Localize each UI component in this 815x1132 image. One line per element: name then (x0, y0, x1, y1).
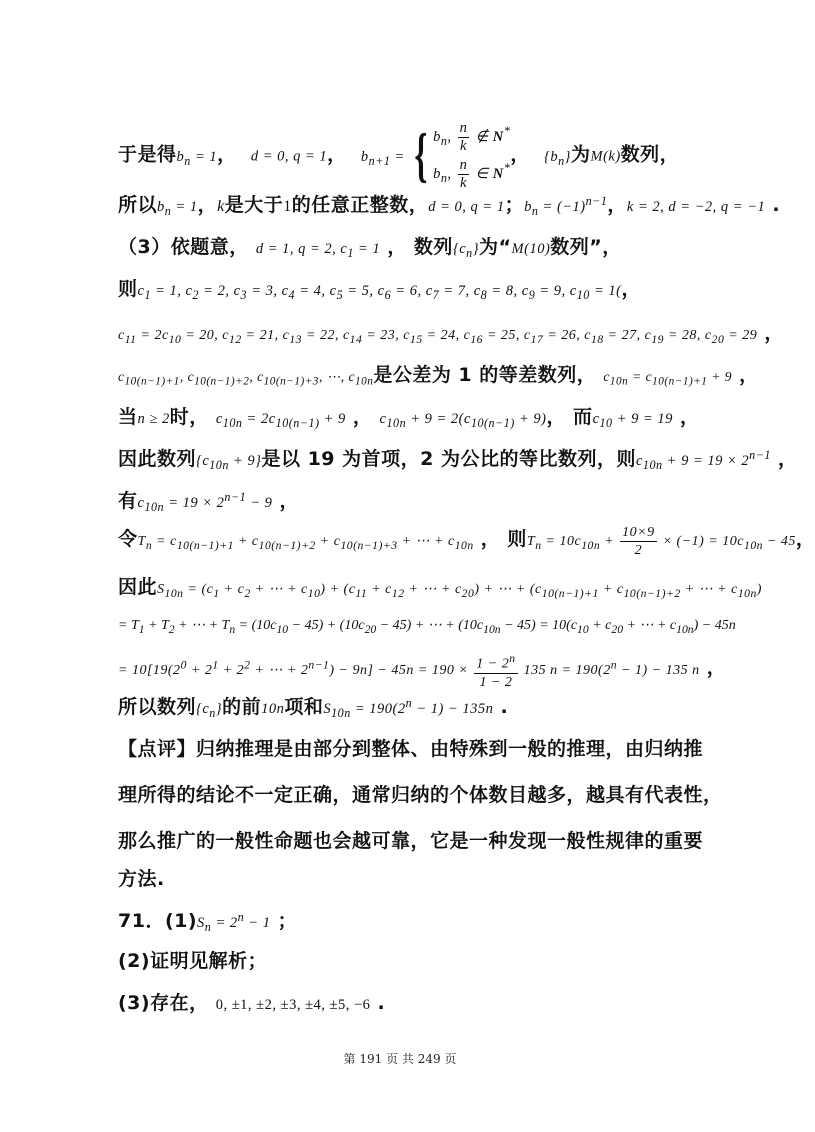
text-line-6: $c_{10(n-1)+1}$, $c_{10(n-1)+2}$, $c_{10(n-1)+3}$, ⋯, $c_{10n}$是公差为 1 的等差数列， $c_{10n} = c_{10(n-1)+1} + 9$ ， (118, 364, 759, 388)
comment-line-4: 方法. (118, 868, 165, 890)
text-line-7: 当n ≥ 2时， $c_{10n} = 2c_{10(n-1)} + 9$ ， $c_{10n} + 9 = 2(c_{10(n-1)} + 9)$， 而$c_{10} + 9 = 19$ ， (118, 406, 700, 430)
page-footer: 第 191 页 共 249 页 (343, 1052, 457, 1066)
comment-line-1: 【点评】归纳推理是由部分到整体、由特殊到一般的推理，由归纳推 (118, 738, 704, 760)
comment-line-2: 理所得的结论不一定正确，通常归纳的个体数目越多，越具有代表性， (118, 784, 723, 806)
answer-71-part-3: (3)存在， 0, ±1, ±2, ±3, ±4, ±5, −6 . (118, 992, 386, 1014)
text-line-11: 因此$S_{10n} = (c_1 + c_2$ + ⋯ + $c_{10}) + (c_{11} + c_{12}$ + ⋯ + $c_{20}$) + ⋯ + ($c_{10(n-1)+1} + c_{10(n-1)+2}$ + ⋯ + $c_{10n}$) (118, 576, 762, 600)
text-line-13: = $10[19(2^0 + 2^1 + 2^2$ + ⋯ + $2^{n-1}) - 9n] - 45n = 190$ × $\frac{1 - 2^n}{1 - 2}$ 135 $n = 190(2^n - 1) - 135$ n ， (118, 652, 727, 690)
text-line-4: 则$c_1 = 1$, $c_2 = 2$, $c_3 = 3$, $c_4 = 4$, $c_5 = 5$, $c_6 = 6$, $c_7 = 7$, $c_8 = 8$, $c_9 = 9$, $c_{10} = 1$(， (118, 278, 641, 302)
text-line-3: （3）依题意， d = 1, q = 2, $c_1 = 1$ ， 数列$\{c_n\}$为“M(10)数列”， (118, 236, 622, 260)
text-line-5: $c_{11} = 2c_{10} = 20$, $c_{12} = 21$, $c_{13} = 22$, $c_{14} = 23$, $c_{15} = 24$, $c_{16} = 25$, $c_{17} = 26$, $c_{18} = 27$, $c_{19} = 28$, $c_{20} = 29$ ， (118, 322, 784, 346)
text-line-8: 因此数列$\{c_{10n} + 9\}$是以 19 为首项，2 为公比的等比数列，则$c_{10n} + 9 = 19 \times 2^{n-1}$ ， (118, 448, 798, 472)
text-line-2: 所以$b_n = 1$，k是大于1的任意正整数，d = 0, q = 1；$b_n = (-1)^{n-1}$，k = 2, d = −2, q = −1 . (118, 194, 781, 218)
comment-line-3: 那么推广的一般性命题也会越可靠，它是一种发现一般性规律的重要 (118, 830, 704, 852)
answer-71-part-1: 71．$(1)S_n = 2^n - 1$ ； (118, 910, 298, 934)
text-line-9: 有$c_{10n} = 19 \times 2^{n-1} - 9$ ， (118, 490, 300, 514)
text-line-1: 于是得$b_n = 1$， d = 0, q = 1， $b_{n+1}$ = { $b_n$, $\frac{n}{k}$ ∉ N* $b_n$, $\frac{n}{k}$ ∈ N*， $\{b_n\}$为M(k)数列， (118, 120, 680, 191)
text-line-10: 令$T_n = c_{10(n-1)+1} + c_{10(n-1)+2} + c_{10(n-1)+3}$ + ⋯ + $c_{10n}$ ， 则$T_n = 10c_{10n}$ + $\frac{10\times 9}{2}$ × $(-1) = 10c_{10n} - 45$， (118, 525, 815, 559)
text-line-12: = $T_1 + T_2$ + ⋯ + $T_n = (10c_{10} - 45) + (10c_{20} - 45)$ + ⋯ + $(10c_{10n} - 45) = 10(c_{10} + c_{20}$ + ⋯ + $c_{10n}) - 45n$ (118, 618, 736, 636)
text-line-14: 所以数列$\{c_n\}$的前10n项和$S_{10n} = 190(2^n - 1) - 135n$ . (118, 696, 509, 720)
answer-71-part-2: (2)证明见解析； (118, 950, 268, 972)
